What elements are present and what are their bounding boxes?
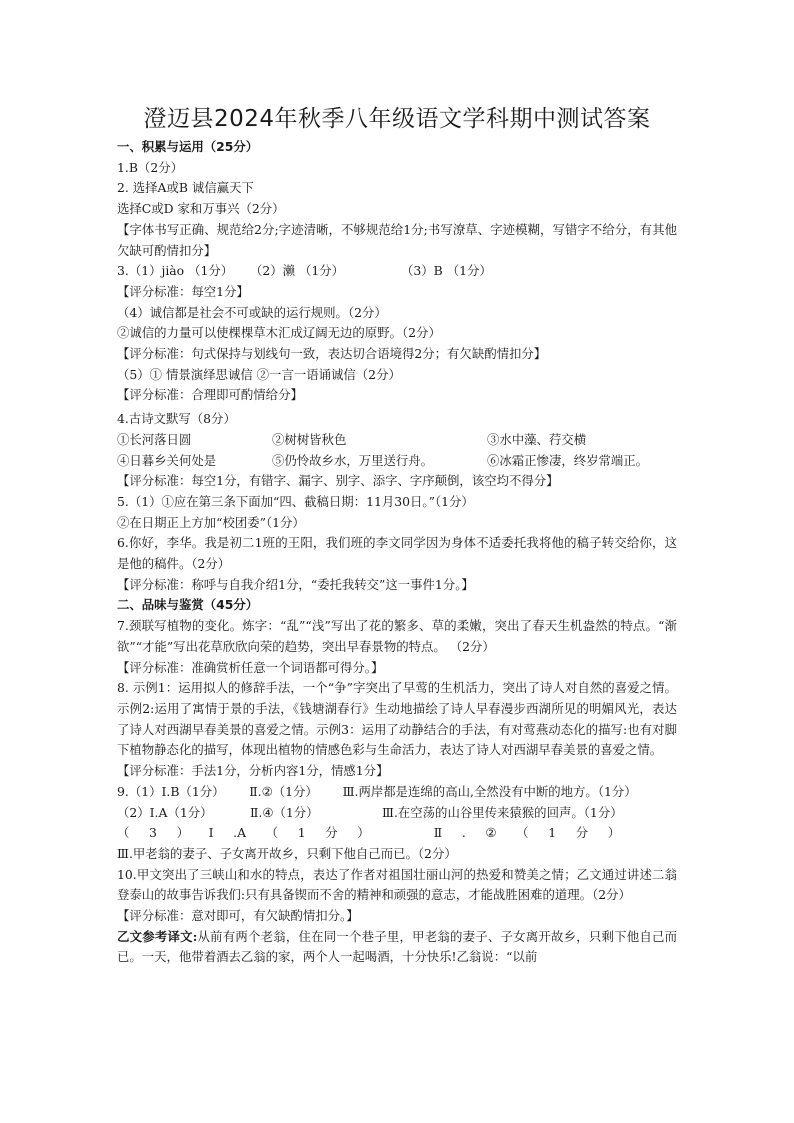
scoring-note-6: 【评分标准：称呼与自我介绍1分，“委托我转交”这一事件1分。】 bbox=[117, 576, 474, 592]
answer-1: 1.B（2分） bbox=[117, 159, 183, 175]
answer-9-2-i: （2）Ⅰ.A（1分） bbox=[117, 804, 213, 820]
poem-2: ②树树皆秋色 bbox=[272, 431, 347, 447]
answer-9-3-iii: Ⅲ.甲老翁的妻子、子女离开故乡，只剩下他自己而已。（2分） bbox=[117, 845, 457, 861]
scoring-note-7: 【评分标准：准确赏析任意一个词语都可得分。】 bbox=[117, 659, 384, 675]
poem-6: ⑥冰霜正惨凄，终岁常端正。 bbox=[487, 452, 649, 468]
scoring-note-3-4: 【评分标准：句式保持与划线句一致，表达切合语境得2分；有欠缺酌情扣分】 bbox=[117, 346, 547, 362]
answer-4-heading: 4.古诗文默写（8分） bbox=[117, 411, 236, 427]
answer-sheet bbox=[117, 100, 677, 968]
answer-6: 6.你好，李华。我是初二1班的王阳，我们班的李文同学因为身体不适委托我将他的稿子转交给你，这是他的稿件。（2分） bbox=[117, 535, 677, 572]
translation-label: 乙文参考译文: bbox=[117, 928, 198, 944]
poem-1: ①长河落日圆 bbox=[117, 431, 192, 447]
answer-3-3: （3）B （1分） bbox=[401, 263, 492, 279]
scoring-note-10: 【评分标准：意对即可，有欠缺酌情扣分。】 bbox=[117, 908, 359, 924]
poem-5: ⑤仍怜故乡水，万里送行舟。 bbox=[272, 452, 434, 468]
translation-text: 从前有两个老翁，住在同一个巷子里，甲老翁的妻子、子女离开故乡，只剩下他自己而已。一天，他带着酒去乙翁的家，两个人一起喝酒，十分快乐!乙翁说：“以前 bbox=[117, 928, 678, 965]
poem-row-1 bbox=[117, 430, 677, 451]
answer-9-2 bbox=[117, 803, 677, 824]
poem-4: ④日暮乡关何处是 bbox=[117, 452, 217, 468]
page-title: 澄迈县2024年秋季八年级语文学科期中测试答案 bbox=[143, 106, 651, 132]
answer-3-4b: ②诚信的力量可以使棵棵草木汇成辽阔无边的原野。（2分） bbox=[117, 325, 441, 341]
answer-9-1 bbox=[117, 782, 677, 803]
answer-9-1-ii: Ⅱ.②（1分） bbox=[249, 783, 318, 799]
section-heading-2: 二、品味与鉴赏（45分） bbox=[117, 597, 259, 613]
answer-5-2: ②在日期正上方加“校团委”（1分） bbox=[117, 514, 305, 530]
scoring-note-3: 【评分标准：每空1分】 bbox=[117, 283, 249, 299]
answer-9-3-i: （3）Ⅰ.A（1分） bbox=[117, 825, 390, 841]
answer-2: 2. 选择A或B 诚信赢天下 bbox=[117, 180, 254, 196]
answer-9-3 bbox=[117, 823, 677, 864]
answer-9-1-iii: Ⅲ.两岸都是连绵的高山,全然没有中断的地方。（1分） bbox=[342, 783, 637, 799]
scoring-note-2: 【字体书写正确、规范给2分;字迹清晰，不够规范给1分;书写潦草、字迹模糊，写错字不给分，有其他欠缺可酌情扣分】 bbox=[117, 221, 677, 258]
scoring-note-8: 【评分标准：手法1分，分析内容1分，情感1分】 bbox=[117, 763, 389, 779]
answer-8: 8. 示例1：运用拟人的修辞手法，一个“争”字突出了早莺的生机活力，突出了诗人对自然的喜爱之情。示例2:运用了寓情于景的手法，《钱塘湖春行》生动地描绘了诗人早春漫步西湖所见的明媚风光，表达了诗人对西湖早春美景的喜爱之情。示例3：运用了动静结合的手法，有对莺燕动态化的描写:也有对脚下植物静态化的描写，体现出植物的情感色彩与生命活力，表达了诗人对西湖早春美景的喜爱之情。 bbox=[117, 680, 677, 758]
translation bbox=[117, 927, 677, 968]
scoring-note-3-5: 【评分标准：合理即可酌情给分】 bbox=[117, 387, 303, 403]
answer-7: 7.颈联写植物的变化。炼字：“乱”“浅”写出了花的繁多、草的柔嫩，突出了春天生机盎然的特点。“渐欲”“才能”写出花草欣欣向荣的趋势，突出早春景物的特点。 （2分） bbox=[117, 618, 677, 654]
answer-9-3-ii: Ⅱ.②（1分） bbox=[414, 825, 640, 841]
poem-3: ③水中藻、荇交横 bbox=[487, 431, 587, 447]
answer-9-1-i: 9.（1）Ⅰ.B（1分） bbox=[117, 783, 225, 799]
answer-5-1: 5.（1）①应在第三条下面加“四、截稿日期：11月30日。”（1分） bbox=[117, 493, 474, 509]
answer-3-4: （4）诚信都是社会不可或缺的运行规则。（2分） bbox=[117, 304, 387, 320]
answer-10: 10.甲文突出了三峡山和水的特点，表达了作者对祖国壮丽山河的热爱和赞美之情；乙文通过讲述二翁登泰山的故事告诉我们:只有具备锲而不舍的精神和顽强的意志，才能战胜困难的道理。（2分） bbox=[117, 866, 677, 903]
scoring-note-4: 【评分标准：每空1分，有错字、漏字、别字、添字、字序颠倒，该空均不得分】 bbox=[117, 473, 559, 489]
answer-3-row bbox=[117, 261, 677, 282]
answer-3-2: （2）濑 （1分） bbox=[250, 263, 345, 279]
section-heading-1: 一、积累与运用（25分） bbox=[117, 139, 259, 154]
answer-9-2-ii: Ⅱ.④（1分） bbox=[250, 804, 319, 820]
answer-3-1: 3.（1）jiào （1分） bbox=[117, 263, 234, 279]
poem-row-2 bbox=[117, 451, 677, 472]
answer-2-alt: 选择C或D 家和万事兴（2分） bbox=[117, 201, 285, 217]
answer-9-2-iii: Ⅲ.在空荡的山谷里传来猿猴的回声。（1分） bbox=[382, 804, 623, 820]
answer-3-5: （5）① 情景演绎思诚信 ②一言一语诵诚信（2分） bbox=[117, 366, 401, 382]
